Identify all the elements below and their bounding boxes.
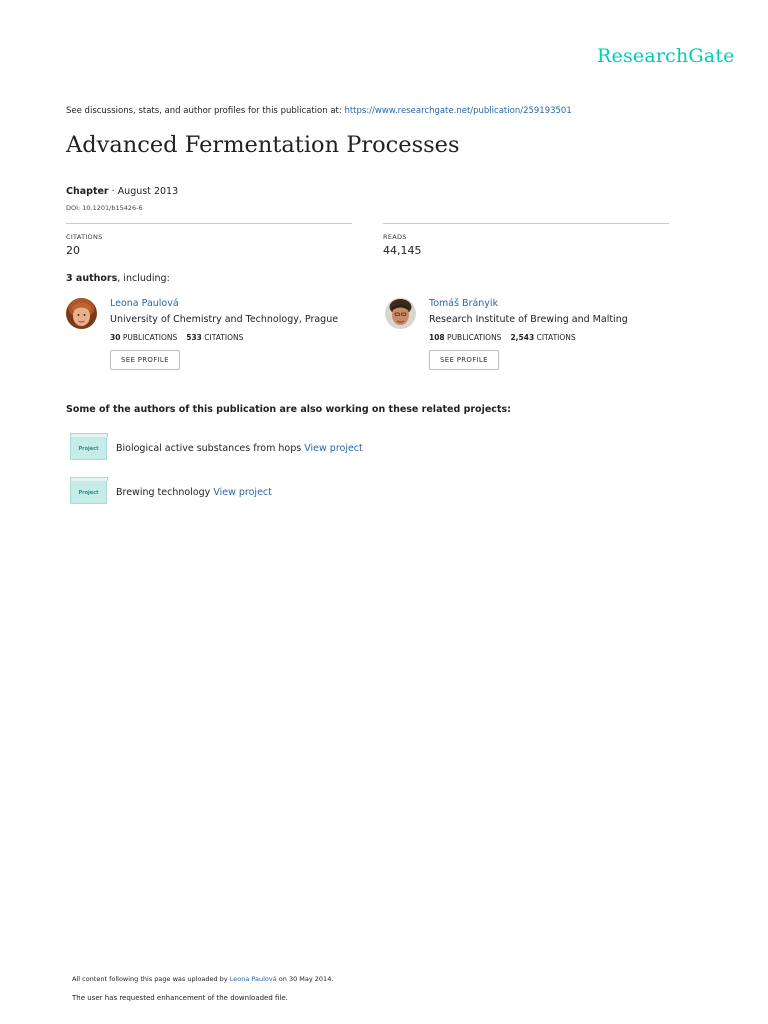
- publication-title: Advanced Fermentation Processes: [66, 132, 460, 158]
- reads-stat: [383, 223, 669, 257]
- authors-count: 3 authors: [66, 273, 118, 284]
- author-stats: [429, 333, 628, 342]
- project-text: [116, 443, 363, 454]
- see-profile-button[interactable]: SEE PROFILE: [110, 350, 180, 370]
- publication-doi: DOI: 10.1201/b15426-6: [66, 204, 143, 212]
- project-text: [116, 487, 272, 498]
- discussion-text: See discussions, stats, and author profiles for this publication at:: [66, 106, 345, 116]
- author-name-link[interactable]: Leona Paulová: [110, 298, 179, 309]
- avatar-photo-icon: [385, 298, 416, 329]
- avatar-photo-icon: [66, 298, 97, 329]
- citations-label: CITATIONS: [66, 233, 103, 241]
- author-card: [66, 298, 356, 378]
- publication-type: Chapter: [66, 186, 109, 197]
- author-institution: Research Institute of Brewing and Malting: [429, 314, 628, 325]
- reads-value: 44,145: [383, 244, 422, 257]
- author-citations-count: 533: [186, 333, 202, 342]
- view-project-link[interactable]: View project: [213, 487, 272, 498]
- upload-prefix: All content following this page was uploaded by: [72, 975, 230, 983]
- project-title: Brewing technology: [116, 487, 211, 498]
- authors-suffix: , including:: [117, 273, 170, 284]
- related-projects-heading: Some of the authors of this publication are also working on these related projects:: [66, 404, 511, 415]
- publication-meta: [66, 186, 178, 197]
- project-title: Biological active substances from hops: [116, 443, 302, 454]
- uploader-link[interactable]: Leona Paulová: [229, 975, 277, 983]
- author-name-link[interactable]: Tomáš Brányik: [429, 298, 499, 309]
- reads-label: READS: [383, 233, 407, 241]
- author-publications-count: 108: [429, 333, 445, 342]
- publication-url-link[interactable]: https://www.researchgate.net/publication/259193501: [344, 106, 572, 116]
- citations-value: 20: [66, 244, 80, 257]
- view-project-link[interactable]: View project: [304, 443, 363, 454]
- project-icon-label: Project: [78, 490, 99, 496]
- author-citations-label: CITATIONS: [536, 333, 576, 342]
- enhancement-note: The user has requested enhancement of the downloaded file.: [72, 994, 288, 1002]
- upload-suffix: on 30 May 2014.: [276, 975, 334, 983]
- project-folder-icon[interactable]: [70, 435, 107, 460]
- author-info: [429, 298, 628, 370]
- project-icon-label: Project: [78, 446, 99, 452]
- author-citations-label: CITATIONS: [204, 333, 244, 342]
- authors-heading: [66, 273, 170, 284]
- author-publications-label: PUBLICATIONS: [122, 333, 178, 342]
- author-stats: [110, 333, 338, 342]
- see-profile-button[interactable]: SEE PROFILE: [429, 350, 499, 370]
- author-info: [110, 298, 338, 370]
- citations-stat: [66, 223, 352, 257]
- author-card: [385, 298, 675, 378]
- author-institution: University of Chemistry and Technology, Prague: [110, 314, 339, 325]
- author-citations-count: 2,543: [510, 333, 535, 342]
- avatar[interactable]: [385, 298, 416, 329]
- discussion-line: [66, 106, 572, 116]
- author-publications-label: PUBLICATIONS: [447, 333, 502, 342]
- project-folder-icon[interactable]: [70, 479, 107, 504]
- publication-date: August 2013: [117, 186, 179, 197]
- avatar[interactable]: [66, 298, 97, 329]
- meta-separator: ·: [108, 186, 118, 197]
- related-project-item: [70, 435, 570, 461]
- related-project-item: [70, 479, 570, 505]
- upload-note: [72, 975, 333, 983]
- author-publications-count: 30: [110, 333, 121, 342]
- researchgate-logo[interactable]: ResearchGate: [597, 45, 735, 67]
